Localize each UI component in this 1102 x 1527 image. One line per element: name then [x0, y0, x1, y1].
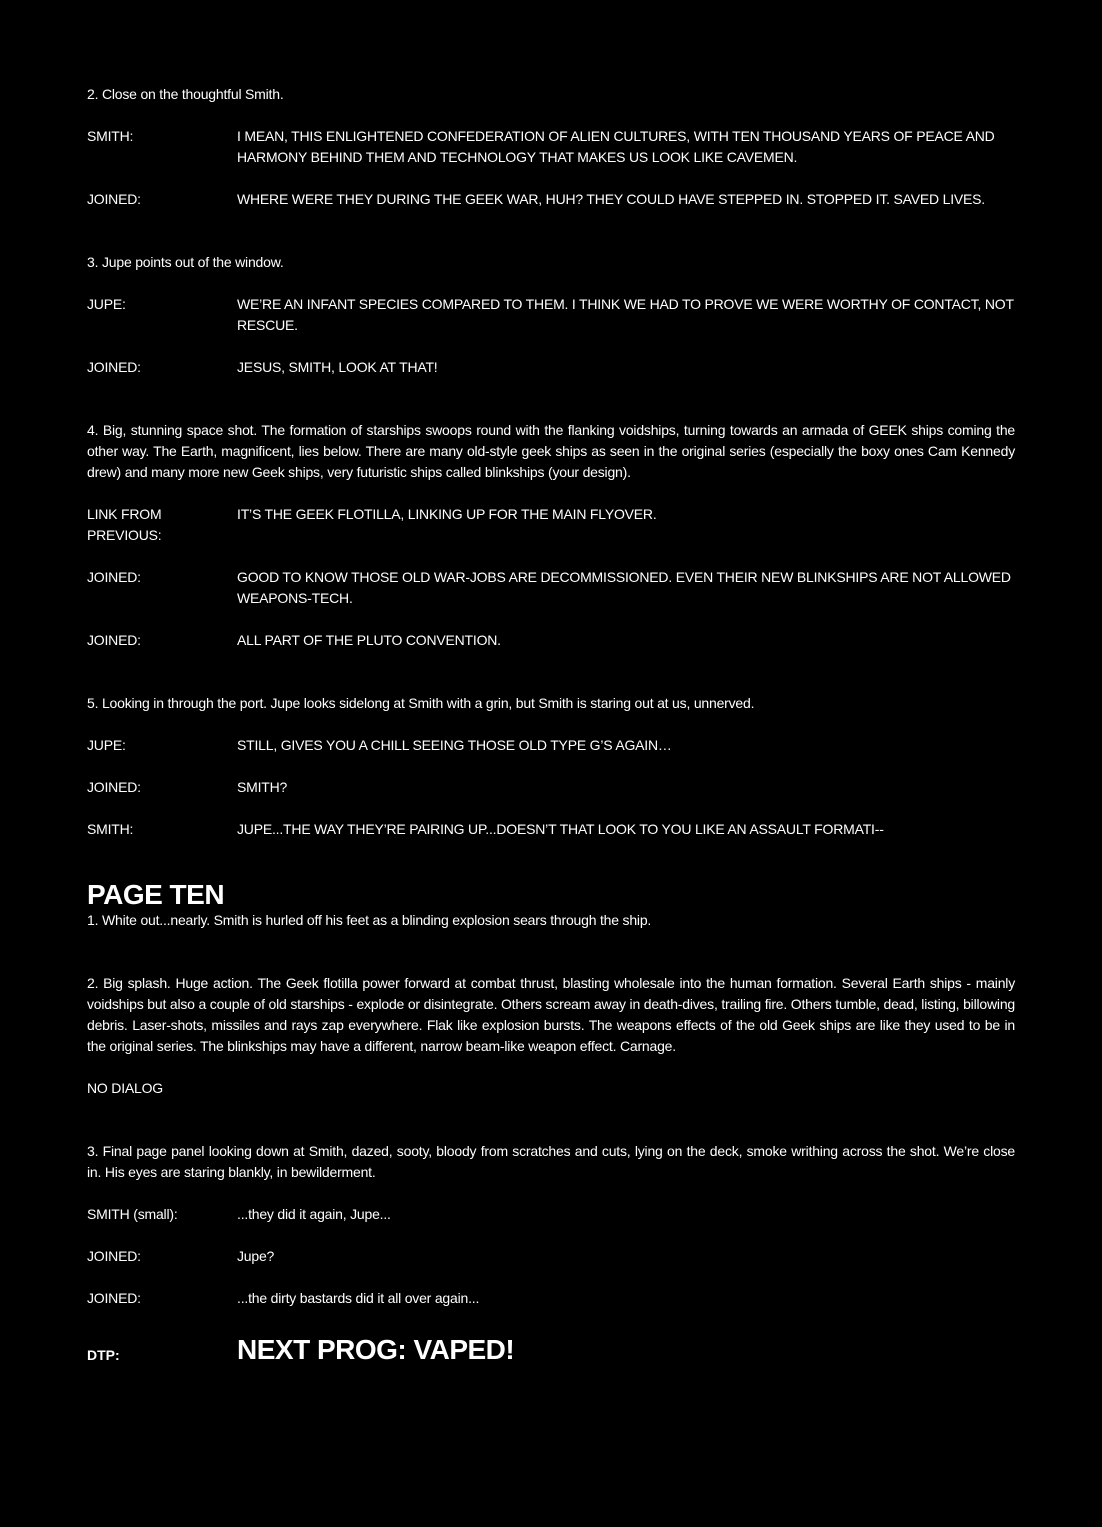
speaker-label: JOINED:: [87, 779, 141, 795]
panel-description: 2. Big splash. Huge action. The Geek flotilla power forward at combat thrust, blasting wholesale into the human formation. Several Earth ships - mainly voidships but also a couple of old starships - explode or disintegrate. Others scream away in death-dives, trailing fire. Others tumble, dead, listing, billowing debris. Laser-shots, missiles and rays zap everywhere. Flak like explosion bursts. The weapons effects of the old Geek ships are like they used to be in the original series. The blinkships may have a different, narrow beam-like weapon effect. Carnage.: [87, 975, 1015, 1054]
speaker-label: JOINED:: [87, 1290, 141, 1306]
dialogue-line: [87, 735, 1015, 756]
panel-description: 3. Jupe points out of the window.: [87, 254, 284, 270]
speaker-label: SMITH:: [87, 821, 134, 837]
speech-text: I MEAN, THIS ENLIGHTENED CONFEDERATION OF ALIEN CULTURES, WITH TEN THOUSAND YEARS OF PEACE AND HARMONY BEHIND THEM AND TECHNOLOGY THAT MAKES US LOOK LIKE CAVEMEN.: [237, 128, 995, 165]
speaker-label: JOINED:: [87, 632, 141, 648]
speech-text: ALL PART OF THE PLUTO CONVENTION.: [237, 632, 501, 648]
speech-text: SMITH?: [237, 779, 288, 795]
speech-text: ...the dirty bastards did it all over again...: [237, 1290, 480, 1306]
dialogue-line: [87, 819, 1015, 840]
dialogue-line: [87, 294, 1015, 336]
dialogue-line: [87, 1204, 1015, 1225]
speaker-label: JUPE:: [87, 296, 126, 312]
spacer: [87, 672, 1015, 693]
speaker-label: SMITH:: [87, 128, 134, 144]
speaker-label: JOINED:: [87, 191, 141, 207]
speech-text: JESUS, SMITH, LOOK AT THAT!: [237, 359, 438, 375]
dialogue-line: [87, 357, 1015, 378]
dtp-label: DTP:: [87, 1347, 120, 1363]
spacer: [87, 399, 1015, 420]
panel-description: 4. Big, stunning space shot. The formation of starships swoops round with the flanking voidships, turning towards an armada of GEEK ships coming the other way. The Earth, magnificent, lies below. There are many old-style geek ships as seen in the original series (especially the boxy ones Cam Kennedy drew) and many more new Geek ships, very futuristic ships called blinkships (your design).: [87, 422, 1015, 480]
panel-description: 2. Close on the thoughtful Smith.: [87, 86, 284, 102]
speaker-label: LINK FROM PREVIOUS:: [87, 506, 162, 543]
speech-text: STILL, GIVES YOU A CHILL SEEING THOSE OLD TYPE G’S AGAIN…: [237, 737, 672, 753]
speaker-label: JOINED:: [87, 569, 141, 585]
page-heading: PAGE TEN: [87, 879, 225, 910]
panel-description: 5. Looking in through the port. Jupe looks sidelong at Smith with a grin, but Smith is staring out at us, unnerved.: [87, 695, 755, 711]
panel-description: 3. Final page panel looking down at Smith, dazed, sooty, bloody from scratches and cuts, lying on the deck, smoke writhing across the shot. We’re close in. His eyes are staring blankly, in bewilderment.: [87, 1143, 1015, 1180]
next-prog-title: NEXT PROG: VAPED!: [237, 1334, 515, 1365]
speaker-label: JOINED:: [87, 359, 141, 375]
panel-description: 1. White out...nearly. Smith is hurled off his feet as a blinding explosion sears through the ship.: [87, 912, 652, 928]
speech-text: IT’S THE GEEK FLOTILLA, LINKING UP FOR THE MAIN FLYOVER.: [237, 506, 657, 522]
dialogue-line: [87, 1288, 1015, 1309]
spacer: [87, 1120, 1015, 1141]
dtp-row: [87, 1333, 1015, 1367]
speaker-label: JOINED:: [87, 1248, 141, 1264]
speech-text: GOOD TO KNOW THOSE OLD WAR-JOBS ARE DECOMMISSIONED. EVEN THEIR NEW BLINKSHIPS ARE NOT ALLOWED WEAPONS-TECH.: [237, 569, 1011, 606]
speech-text: ...they did it again, Jupe...: [237, 1206, 391, 1222]
speech-text: WE’RE AN INFANT SPECIES COMPARED TO THEM. I THINK WE HAD TO PROVE WE WERE WORTHY OF CONTACT, NOT RESCUE.: [237, 296, 1014, 333]
speech-text: JUPE...THE WAY THEY’RE PAIRING UP...DOESN’T THAT LOOK TO YOU LIKE AN ASSAULT FORMATI--: [237, 821, 884, 837]
speaker-label: JUPE:: [87, 737, 126, 753]
spacer: [87, 231, 1015, 252]
dialogue-line: [87, 567, 1015, 609]
dialogue-line: [87, 630, 1015, 651]
dialogue-line: [87, 1246, 1015, 1267]
dialogue-line: [87, 777, 1015, 798]
no-dialog-note: NO DIALOG: [87, 1080, 163, 1096]
dialogue-line: [87, 189, 1015, 210]
dialogue-line: [87, 504, 1015, 546]
speech-text: Jupe?: [237, 1248, 275, 1264]
script-page: [87, 84, 1015, 1367]
dialogue-line: [87, 126, 1015, 168]
spacer: [87, 952, 1015, 973]
speech-text: WHERE WERE THEY DURING THE GEEK WAR, HUH? THEY COULD HAVE STEPPED IN. STOPPED IT. SAVED LIVES.: [237, 191, 985, 207]
speaker-label: SMITH (small):: [87, 1206, 178, 1222]
